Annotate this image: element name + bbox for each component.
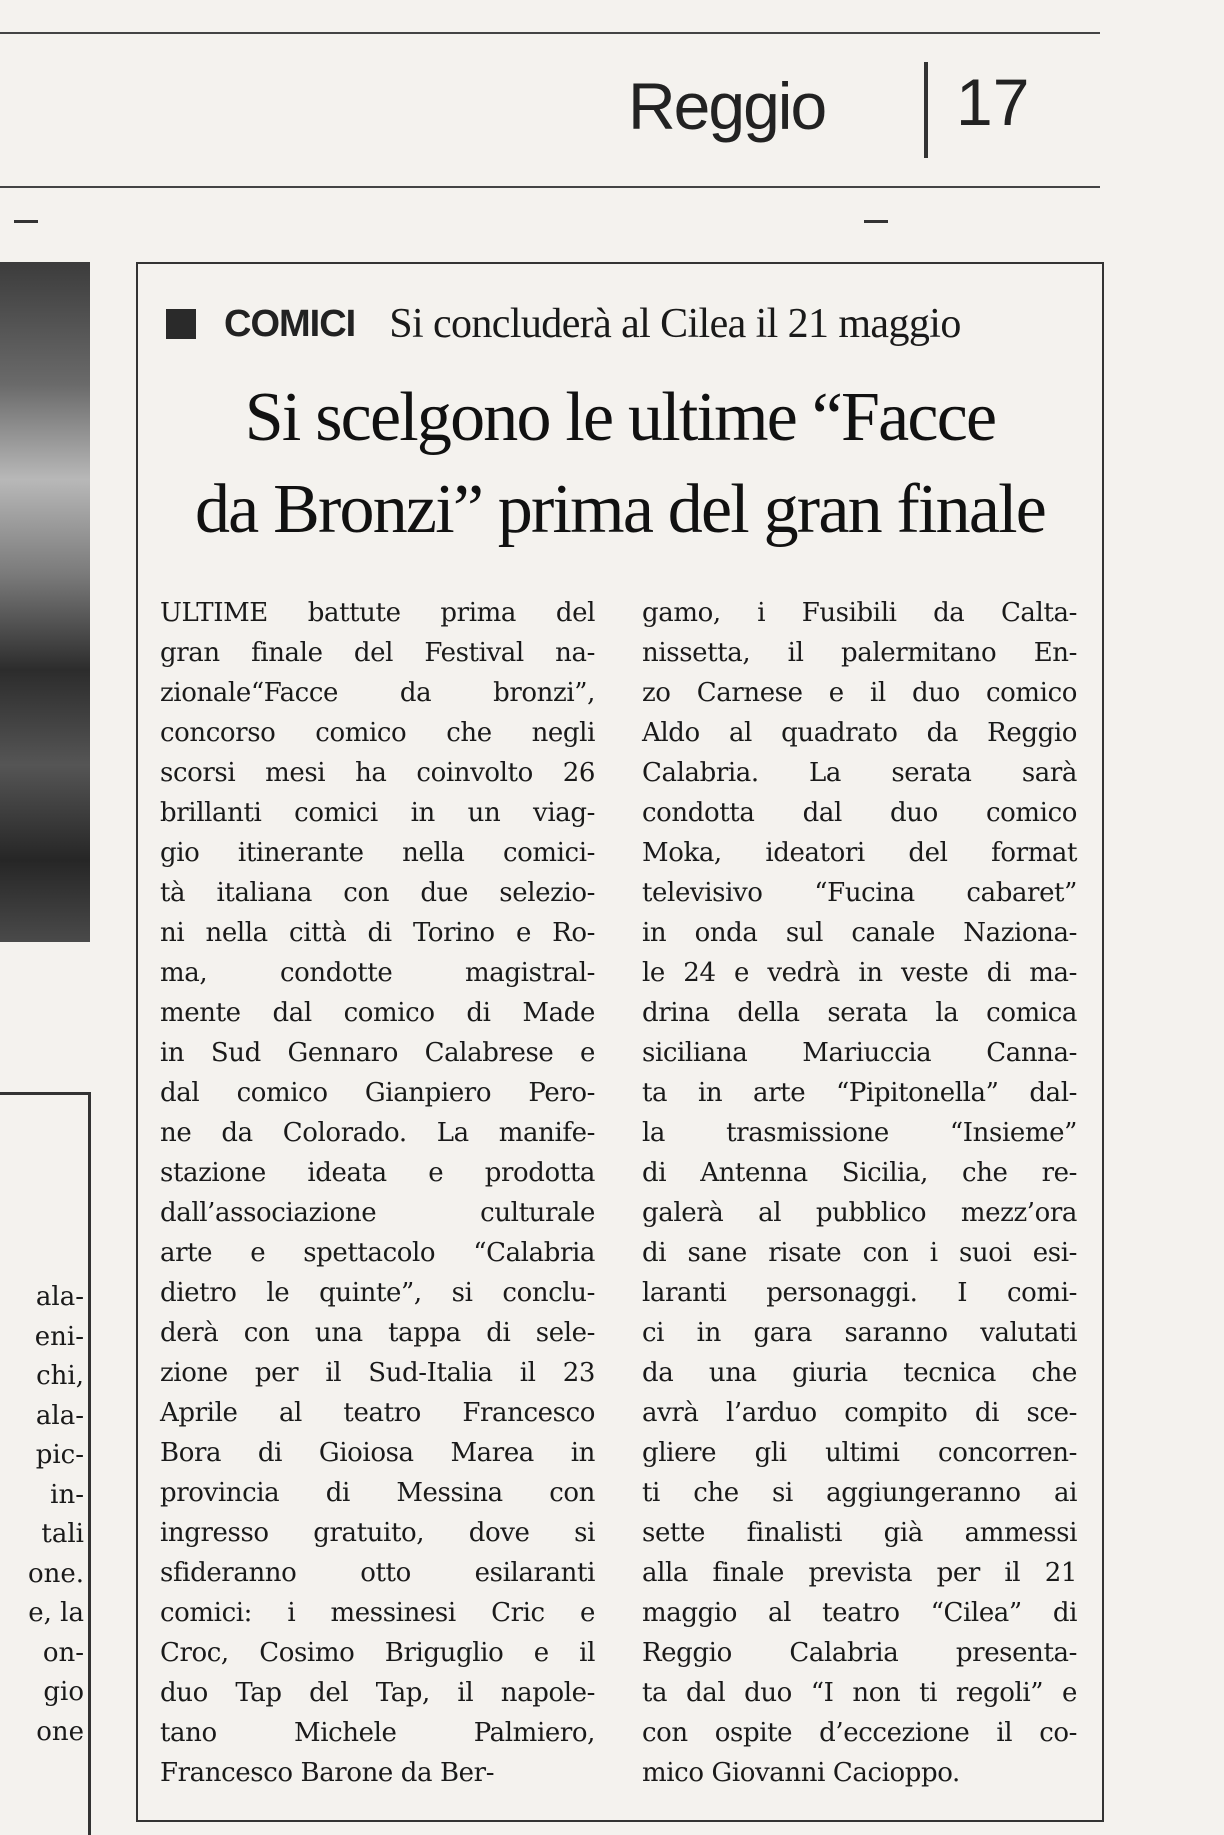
text-line: laranti personaggi. I comi-: [642, 1278, 1077, 1308]
text-line: on-: [42, 1637, 84, 1668]
text-line: ma, condotte magistral-: [160, 958, 595, 988]
text-line: avrà l’arduo compito di sce-: [642, 1398, 1077, 1428]
text-line: ti che si aggiungeranno ai: [642, 1478, 1077, 1508]
text-line: drina della serata la comica: [642, 998, 1077, 1028]
top-rule: [0, 32, 1100, 34]
text-line: in Sud Gennaro Calabrese e: [160, 1038, 595, 1068]
section-name: Reggio: [628, 69, 826, 143]
text-line: alla finale prevista per il 21: [642, 1558, 1077, 1588]
text-line: Aprile al teatro Francesco: [160, 1398, 595, 1428]
text-line: duo Tap del Tap, il napole-: [160, 1678, 595, 1708]
text-line: tà italiana con due selezio-: [160, 878, 595, 908]
text-line: ne da Colorado. La manife-: [160, 1118, 595, 1148]
text-line: ala-: [35, 1282, 84, 1312]
text-line: derà con una tappa di sele-: [160, 1318, 595, 1348]
text-line: e, la: [28, 1598, 84, 1628]
text-line: comici: i messinesi Cric e: [160, 1598, 595, 1628]
text-line: televisivo “Fucina cabaret”: [642, 878, 1077, 908]
text-line: Francesco Barone da Ber-: [160, 1758, 495, 1788]
text-line: eni-: [34, 1321, 84, 1352]
text-line: gio: [43, 1677, 84, 1707]
text-line: nissetta, il palermitano En-: [642, 638, 1077, 668]
body-column-2: [642, 593, 1077, 1793]
text-line: dal comico Gianpiero Pero-: [160, 1078, 595, 1108]
body-column-1: [160, 593, 595, 1793]
text-line: in-: [50, 1479, 84, 1510]
text-line: gamo, i Fusibili da Calta-: [642, 598, 1077, 628]
text-line: one.: [27, 1558, 84, 1589]
text-line: mico Giovanni Cacioppo.: [642, 1758, 960, 1788]
text-line: condotta dal duo comico: [642, 798, 1077, 828]
text-line: siciliana Mariuccia Canna-: [642, 1038, 1077, 1068]
text-line: Calabria. La serata sarà: [642, 758, 1077, 788]
text-line: da una giuria tecnica che: [642, 1358, 1077, 1388]
text-line: sfideranno otto esilaranti: [160, 1558, 595, 1588]
text-line: tali: [41, 1519, 84, 1549]
article-kicker: [166, 300, 961, 348]
article-headline: [140, 372, 1100, 556]
text-line: ci in gara saranno valutati: [642, 1318, 1077, 1348]
text-line: ta in arte “Pipitonella” dal-: [642, 1078, 1077, 1108]
headline-line: Si scelgono le ultime “Facce: [244, 379, 996, 456]
text-line: ala-: [35, 1400, 84, 1431]
text-line: dietro le quinte”, si conclu-: [160, 1278, 595, 1308]
text-line: Reggio Calabria presenta-: [642, 1638, 1077, 1668]
text-line: in onda sul canale Naziona-: [642, 918, 1077, 948]
text-line: Bora di Gioiosa Marea in: [160, 1438, 595, 1468]
header-rule: [0, 186, 1100, 188]
text-line: mente dal comico di Made: [160, 998, 595, 1028]
text-line: one: [36, 1716, 84, 1747]
text-line: scorsi mesi ha coinvolto 26: [160, 758, 595, 788]
text-line: zo Carnese e il duo comico: [642, 678, 1077, 708]
kicker-square-icon: [166, 309, 196, 339]
page-number: 17: [956, 65, 1030, 139]
text-line: le 24 e vedrà in veste di ma-: [642, 958, 1077, 988]
kicker-text: Si concluderà al Cilea il 21 maggio: [389, 301, 961, 347]
text-line: con ospite d’eccezione il co-: [642, 1718, 1077, 1748]
text-line: gliere gli ultimi concorren-: [642, 1438, 1077, 1468]
text-line: provincia di Messina con: [160, 1478, 595, 1508]
text-line: Moka, ideatori del format: [642, 838, 1077, 868]
kicker-tag: COMICI: [224, 302, 356, 345]
text-line: zione per il Sud-Italia il 23: [160, 1358, 595, 1388]
text-line: sette finalisti già ammessi: [642, 1518, 1077, 1548]
text-line: gran finale del Festival na-: [160, 638, 595, 668]
text-line: maggio al teatro “Cilea” di: [642, 1598, 1077, 1628]
text-line: stazione ideata e prodotta: [160, 1158, 595, 1188]
text-line: ni nella città di Torino e Ro-: [160, 918, 595, 948]
text-line: ULTIME battute prima del: [160, 598, 595, 628]
text-line: di sane risate con i suoi esi-: [642, 1238, 1077, 1268]
text-line: ingresso gratuito, dove si: [160, 1518, 595, 1548]
adjacent-article-text: [0, 1278, 84, 1752]
text-line: brillanti comici in un viag-: [160, 798, 595, 828]
text-line: gio itinerante nella comici-: [160, 838, 595, 868]
text-line: la trasmissione “Insieme”: [642, 1118, 1077, 1148]
header-divider: [924, 62, 928, 158]
text-line: chi,: [36, 1361, 84, 1391]
headline-line: da Bronzi” prima del gran finale: [194, 471, 1046, 548]
text-line: tano Michele Palmiero,: [160, 1718, 595, 1748]
text-line: arte e spettacolo “Calabria: [160, 1238, 595, 1268]
photo-fragment: [0, 262, 90, 942]
text-line: concorso comico che negli: [160, 718, 595, 748]
text-line: zionale“Facce da bronzi”,: [160, 678, 595, 708]
text-line: di Antenna Sicilia, che re-: [642, 1158, 1077, 1188]
text-line: dall’associazione culturale: [160, 1198, 595, 1228]
text-line: pic-: [35, 1440, 84, 1470]
column-tick: [864, 220, 888, 223]
text-line: Croc, Cosimo Briguglio e il: [160, 1638, 595, 1668]
text-line: Aldo al quadrato da Reggio: [642, 718, 1077, 748]
column-tick: [14, 220, 38, 223]
text-line: galerà al pubblico mezz’ora: [642, 1198, 1077, 1228]
text-line: ta dal duo “I non ti regoli” e: [642, 1678, 1077, 1708]
